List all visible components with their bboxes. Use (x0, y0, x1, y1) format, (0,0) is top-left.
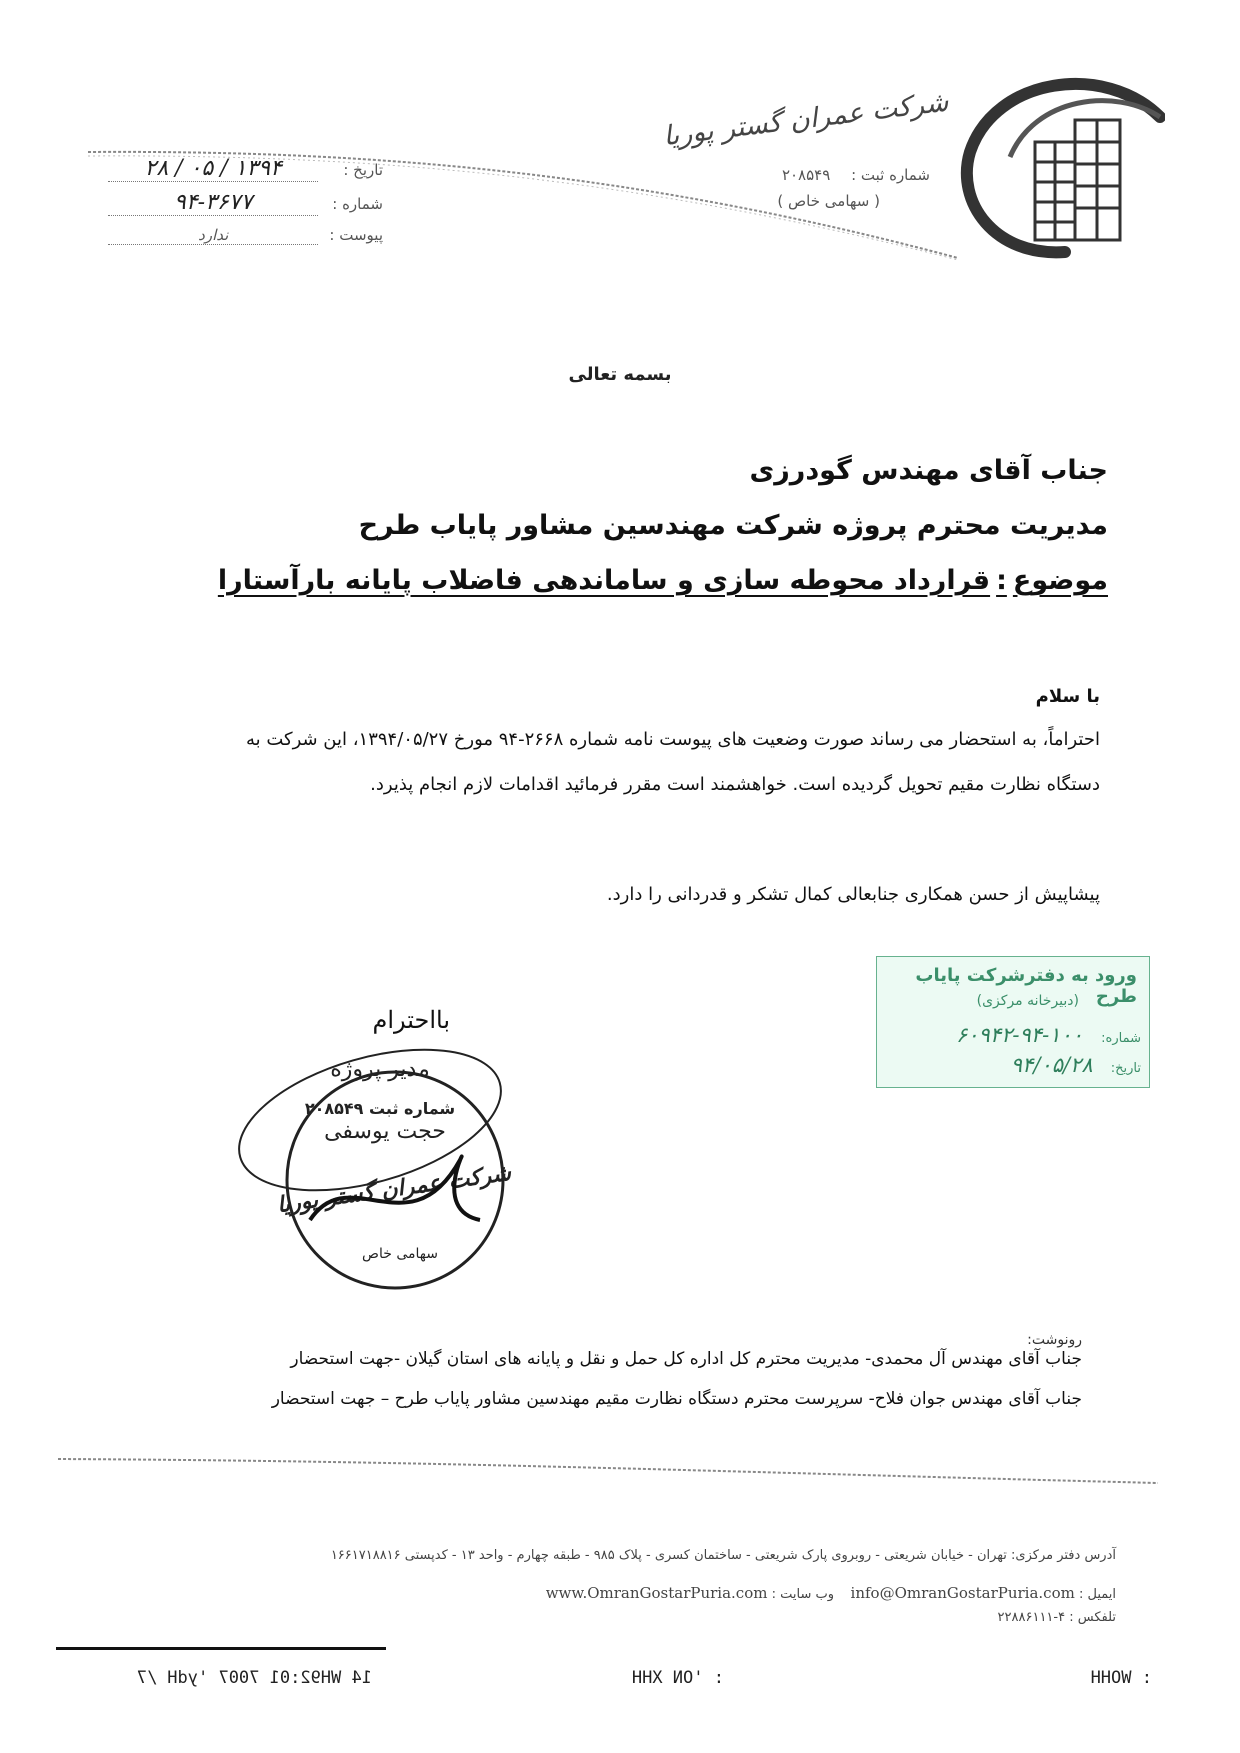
addressee-name: جناب آقای مهندس گودرزی (749, 455, 1108, 486)
receipt-number-label: شماره: (1101, 1031, 1141, 1046)
footer-phone: ۴-۲۲۸۸۶۱۱۱ (997, 1610, 1066, 1625)
receipt-stamp-title: ورود به دفترشرکت پایاب طرح (915, 965, 1137, 1007)
company-type: ( سهامی خاص ) (777, 192, 880, 210)
cc-title: رونوشت: (1027, 1332, 1082, 1348)
seal-registration: شماره ثبت ۲۰۸۵۴۹ (304, 1099, 456, 1118)
footer-contact (56, 1584, 1116, 1602)
footer-website: www.OmranGostarPuria.com (545, 1584, 768, 1602)
footer-website-label: وب سایت : (771, 1587, 835, 1602)
receipt-stamp (876, 956, 1150, 1088)
seal-company-type: سهامی خاص (362, 1246, 438, 1262)
attachment-row (98, 226, 383, 245)
closing: بااحترام (372, 1006, 450, 1034)
seal-company-name: شرکت عمران گستر پوریا (275, 1159, 513, 1219)
subject-text: قرارداد محوطه سازی و ساماندهی فاضلاب پایانه بارآستارا (217, 565, 991, 596)
registration-label: شماره ثبت : (851, 166, 930, 184)
registration-number: ۲۰۸۵۴۹ (781, 166, 831, 184)
footer-phone-label: تلفکس : (1069, 1610, 1116, 1625)
date-row (98, 156, 383, 182)
footer-phone-row (696, 1610, 1116, 1625)
signer-name: حجت یوسفی (324, 1119, 446, 1144)
fax-divider (56, 1647, 386, 1650)
fax-header-middle: : 'ON XHH (631, 1668, 724, 1688)
addressee-title: مدیریت محترم پروژه شرکت مهندسین مشاور پایاب طرح (358, 510, 1108, 541)
fax-header-right: : WOHH (1090, 1668, 1152, 1688)
footer-divider (58, 1455, 1158, 1485)
receipt-date-value: ۹۴/۰۵/۲۸ (1010, 1053, 1093, 1077)
company-name: شرکت عمران گستر پوریا (661, 86, 951, 153)
bismillah: بسمه تعالی (568, 364, 672, 385)
subject-separator: : (996, 565, 1007, 596)
letter-number-value: ۹۴-۳۶۷۷ (108, 190, 318, 216)
footer-postal-code: ۱۶۶۱۷۱۸۸۱۶ (330, 1548, 401, 1563)
fax-header-left: 14 WH92:01 7007 'ydH /7 (136, 1668, 372, 1688)
footer-email: info@OmranGostarPuria.com (850, 1584, 1075, 1602)
attachment-value: ندارد (108, 226, 318, 245)
date-label: تاریخ : (343, 161, 383, 179)
body-paragraph: احتراماً، به استحضار می رساند صورت وضعیت های پیوست نامه شماره ۲۶۶۸-۹۴ مورخ ۱۳۹۴/۰۵/۲۷، این شرکت به دستگاه نظارت مقیم تحویل گردیده است. خواهشمند است مقرر فرمائید اقدامات لازم انجام پذیرد. (245, 729, 1100, 795)
company-seal (230, 1010, 520, 1300)
cc-line-2: جناب آقای مهندس جوان فلاح- سرپرست محترم دستگاه نظارت مقیم مهندسین مشاور پایاب طرح – جهت استحضار (271, 1389, 1082, 1409)
receipt-date-row (891, 1053, 1141, 1077)
receipt-date-label: تاریخ: (1110, 1061, 1141, 1076)
signer-title: مدیر پروژه (330, 1057, 430, 1082)
letter-number-row (98, 190, 383, 216)
greeting: با سلام (1035, 686, 1100, 707)
thanks-paragraph: پیشاپیش از حسن همکاری جنابعالی کمال تشکر و قدردانی را دارد. (606, 884, 1100, 905)
footer-address (56, 1548, 1116, 1563)
subject-label: موضوع (1012, 565, 1108, 596)
footer-address-text: آدرس دفتر مرکزی: تهران - خیابان شریعتی - روبروی پارک شریعتی - ساختمان کسری - پلاک ۹۸۵ - طبقه چهارم - واحد ۱۳ - کدپستی (404, 1548, 1116, 1563)
subject-line (128, 565, 1108, 596)
letter-number-label: شماره : (332, 195, 383, 213)
receipt-number-row (891, 1023, 1141, 1047)
footer-email-label: ایمیل : (1078, 1587, 1116, 1602)
receipt-stamp-subtitle: (دبیرخانه مرکزی) (976, 993, 1079, 1009)
attachment-label: پیوست : (329, 226, 383, 244)
receipt-number-value: ۱۰۰-۹۴-۶۰۹۴۲ (955, 1023, 1084, 1047)
company-logo (955, 72, 1165, 262)
date-value: ۱۳۹۴ / ۰۵ / ۲۸ (108, 156, 318, 182)
cc-line-1: جناب آقای مهندس آل محمدی- مدیریت محترم کل اداره کل حمل و نقل و پایانه های استان گیلان -جهت استحضار (290, 1349, 1082, 1369)
